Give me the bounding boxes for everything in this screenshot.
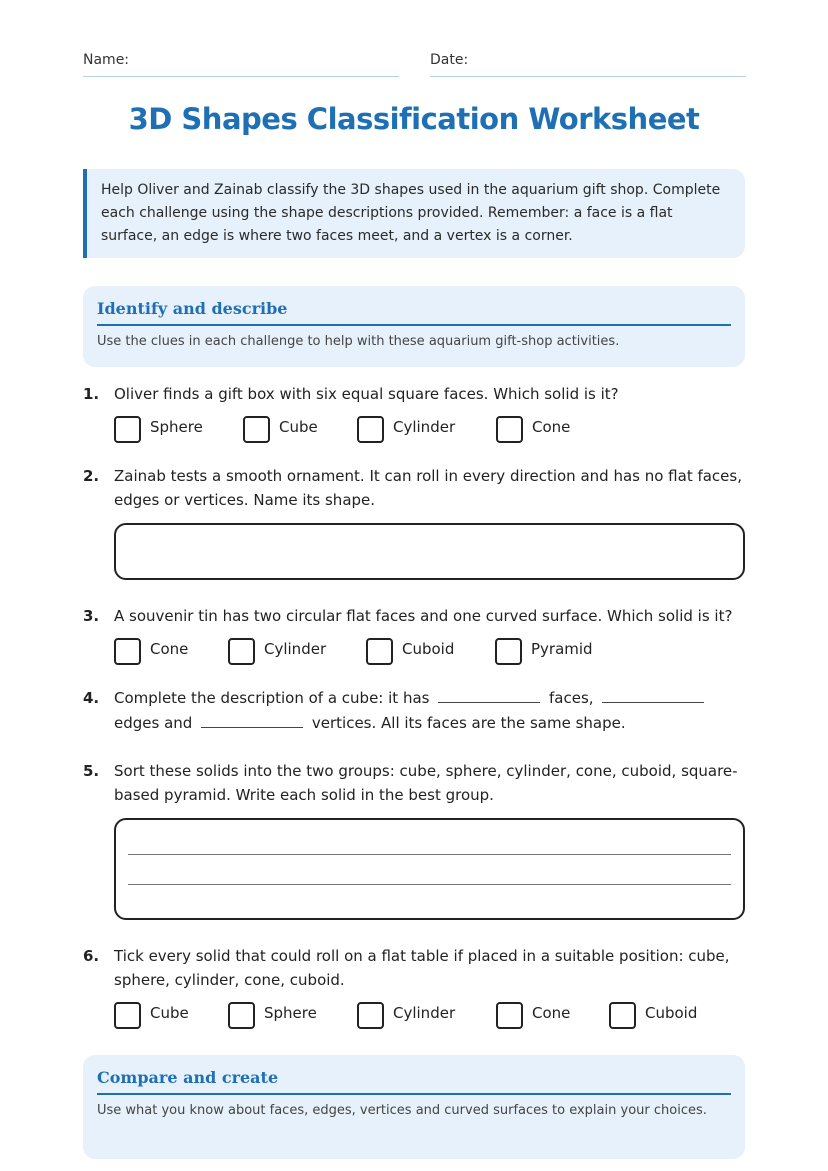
question-number: 1. — [83, 385, 100, 403]
option-label: Cone — [532, 1004, 571, 1022]
option-label: Cuboid — [645, 1004, 698, 1022]
blank-vertices[interactable] — [201, 714, 303, 728]
option-label: Cone — [532, 418, 571, 436]
blank-edges[interactable] — [602, 689, 704, 703]
date-label: Date: — [430, 52, 469, 68]
intro-box — [83, 169, 745, 258]
question-text: Oliver finds a gift box with six equal square faces. Which solid is it? — [114, 385, 619, 403]
question-5 — [83, 759, 745, 807]
question-4 — [83, 686, 745, 736]
question-text: Tick every solid that could roll on a flat table if placed in a suitable position: cube, sphere, cylinder, cone, cuboid. — [114, 947, 730, 989]
question-text-part: vertices. All its faces are the same shape. — [311, 714, 626, 732]
question-number: 4. — [83, 689, 100, 707]
name-field[interactable] — [83, 52, 399, 77]
question-3 — [83, 604, 745, 628]
checkbox[interactable] — [228, 638, 255, 665]
section-title: Compare and create — [97, 1068, 731, 1095]
intro-text: Help Oliver and Zainab classify the 3D shapes used in the aquarium gift shop. Complete each challenge using the shape descriptions provided. Remember: a face is a flat surface, an edge is where two faces meet, and a vertex is a corner. — [101, 182, 721, 244]
option-label: Cylinder — [393, 1004, 456, 1022]
checkbox[interactable] — [114, 638, 141, 665]
question-text: Zainab tests a smooth ornament. It can roll in every direction and has no flat faces, edges or vertices. Name its shape. — [114, 467, 742, 509]
question-1 — [83, 382, 745, 406]
checkbox[interactable] — [495, 638, 522, 665]
worksheet-title: 3D Shapes Classification Worksheet — [128, 102, 700, 136]
section-title: Identify and describe — [97, 299, 731, 326]
option-label: Cone — [150, 640, 189, 658]
answer-line — [128, 884, 731, 885]
question-number: 5. — [83, 762, 100, 780]
question-text: Sort these solids into the two groups: cube, sphere, cylinder, cone, cuboid, square-based pyramid. Write each solid in the best group. — [114, 762, 738, 804]
section-subtitle: Use the clues in each challenge to help with these aquarium gift-shop activities. — [97, 334, 620, 349]
blank-faces[interactable] — [438, 689, 540, 703]
checkbox[interactable] — [357, 1002, 384, 1029]
checkbox[interactable] — [243, 416, 270, 443]
question-number: 3. — [83, 607, 100, 625]
checkbox[interactable] — [228, 1002, 255, 1029]
question-6 — [83, 944, 745, 992]
checkbox[interactable] — [496, 416, 523, 443]
option-label: Cylinder — [393, 418, 456, 436]
checkbox[interactable] — [357, 416, 384, 443]
section-identify — [83, 286, 745, 367]
date-field[interactable] — [430, 52, 746, 77]
name-label: Name: — [83, 52, 130, 68]
option-label: Sphere — [150, 418, 203, 436]
checkbox[interactable] — [496, 1002, 523, 1029]
answer-line — [128, 854, 731, 855]
option-label: Pyramid — [531, 640, 593, 658]
option-label: Cuboid — [402, 640, 455, 658]
question-number: 2. — [83, 467, 100, 485]
answer-box[interactable] — [114, 523, 745, 580]
question-text: A souvenir tin has two circular flat faces and one curved surface. Which solid is it? — [114, 607, 733, 625]
question-2 — [83, 464, 745, 512]
option-label: Cylinder — [264, 640, 327, 658]
checkbox[interactable] — [114, 1002, 141, 1029]
section-compare — [83, 1055, 745, 1159]
option-label: Cube — [279, 418, 318, 436]
question-text — [114, 686, 745, 736]
checkbox[interactable] — [114, 416, 141, 443]
checkbox[interactable] — [609, 1002, 636, 1029]
answer-box-lined[interactable] — [114, 818, 745, 920]
question-number: 6. — [83, 947, 100, 965]
option-label: Sphere — [264, 1004, 317, 1022]
question-text-part: faces, — [549, 689, 594, 707]
option-label: Cube — [150, 1004, 189, 1022]
checkbox[interactable] — [366, 638, 393, 665]
section-subtitle: Use what you know about faces, edges, vertices and curved surfaces to explain your choices. — [97, 1103, 707, 1118]
question-text-part: Complete the description of a cube: it has — [114, 689, 430, 707]
question-text-part: edges and — [114, 714, 193, 732]
